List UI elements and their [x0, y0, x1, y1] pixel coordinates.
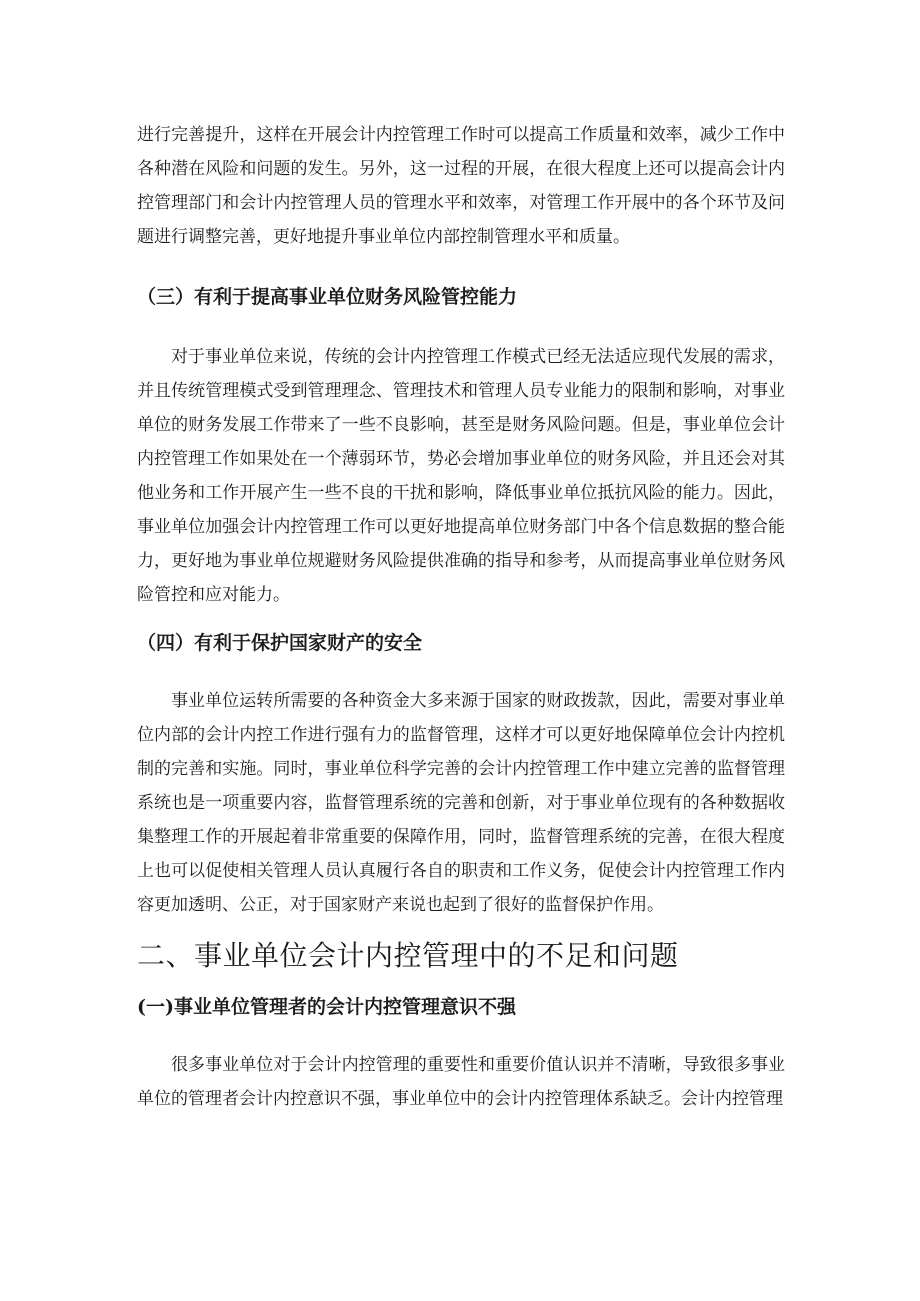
spacer: [137, 660, 785, 684]
spacer: [137, 1024, 785, 1048]
paragraph-awareness: 很多事业单位对于会计内控管理的重要性和重要价值认识并不清晰，导致很多事业单位的管理者会计内控意识不强，事业单位中的会计内控管理体系缺乏。会计内控管理: [137, 1055, 785, 1109]
spacer: [137, 612, 785, 626]
spacer: [137, 976, 785, 990]
spacer: [137, 922, 785, 936]
paragraph-risk-control: 对于事业单位来说，传统的会计内控管理工作模式已经无法适应现代发展的需求，并且传统管理模式受到管理理念、管理技术和管理人员专业能力的限制和影响，对事业单位的财务发展工作带来了一些不良影响，甚至是财务风险问题。但是，事业单位会计内控管理工作如果处在一个薄弱环节，势必会增加事业单位的财务风险，并且还会对其他业务和工作开展产生一些不良的干扰和影响，降低事业单位抵抗风险的能力。因此，事业单位加强会计内控管理工作可以更好地提高单位财务部门中各个信息数据的整合能力，更好地为事业单位规避财务风险提供准确的指导和参考，从而提高事业单位财务风险管控和应对能力。: [137, 347, 785, 605]
section-heading-sub1: (一)事业单位管理者的会计内控管理意识不强: [137, 996, 516, 1018]
section-heading-4: （四）有利于保护国家财产的安全: [137, 632, 423, 654]
spacer: [137, 254, 785, 280]
paragraph-state-property: 事业单位运转所需要的各种资金大多来源于国家的财政拨款，因此，需要对事业单位内部的会计内控工作进行强有力的监督管理，这样才可以更好地保障单位会计内控机制的完善和实施。同时，事业单位科学完善的会计内控管理工作中建立完善的监督管理系统也是一项重要内容，监督管理系统的完善和创新，对于事业单位现有的各种数据收集整理工作的开展起着非常重要的保障作用，同时，监督管理系统的完善，在很大程度上也可以促使相关管理人员认真履行各自的职责和工作义务，促使会计内控管理工作内容更加透明、公正，对于国家财产来说也起到了很好的监督保护作用。: [137, 691, 785, 915]
section-heading-3: （三）有利于提高事业单位财务风险管控能力: [137, 286, 518, 308]
chapter-heading: 二、事业单位会计内控管理中的不足和问题: [137, 939, 679, 972]
spacer: [137, 314, 785, 340]
paragraph-continuation: 进行完善提升，这样在开展会计内控管理工作时可以提高工作质量和效率，减少工作中各种潜在风险和问题的发生。另外，这一过程的开展，在很大程度上还可以提高会计内控管理部门和会计内控管理人员的管理水平和效率，对管理工作开展中的各个环节及问题进行调整完善，更好地提升事业单位内部控制管理水平和质量。: [137, 125, 785, 247]
